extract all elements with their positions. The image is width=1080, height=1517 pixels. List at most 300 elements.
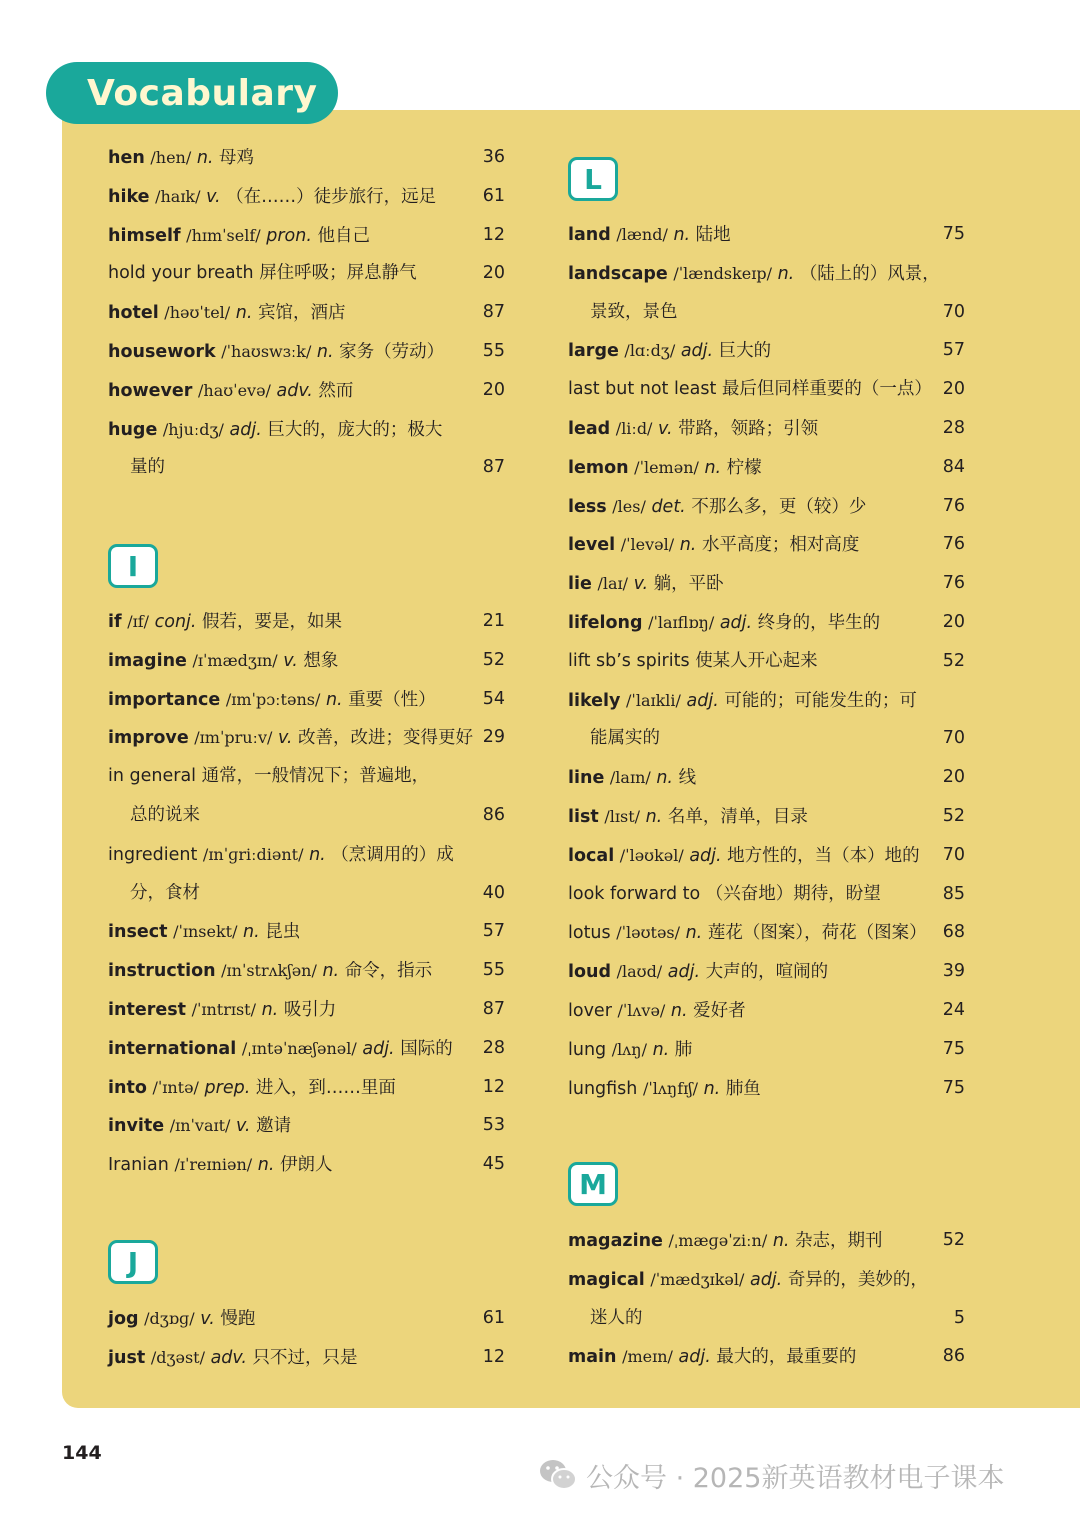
phonetic: /ˈlændskeɪp/ [673, 264, 772, 283]
meaning: 终身的，毕生的 [757, 613, 881, 633]
letter-badge-j [108, 1240, 158, 1284]
meaning: 爱好者 [693, 1001, 746, 1021]
headword: less [568, 497, 607, 517]
meaning: 昆虫 [265, 922, 301, 942]
vocab-entry [0, 913, 1080, 952]
phonetic: /ˈlaɪkli/ [626, 691, 681, 710]
entry-text [568, 1069, 761, 1109]
meaning-continuation: 迷人的 [590, 1308, 643, 1328]
page-ref: 39 [942, 961, 965, 981]
part-of-speech: n. [645, 807, 663, 827]
entry-text [568, 1337, 856, 1377]
page-ref: 61 [482, 1308, 505, 1328]
part-of-speech: adj. [678, 1347, 711, 1367]
meaning: 家务（劳动） [339, 342, 445, 362]
watermark-text: 公众号 · 2025新英语教材电子课本 [586, 1462, 1005, 1494]
page-ref: 76 [942, 573, 965, 593]
meaning: 他自己 [317, 226, 370, 246]
part-of-speech: adj. [749, 1270, 783, 1290]
part-of-speech: n. [656, 768, 673, 788]
headword: lung [568, 1040, 607, 1060]
meaning: 然而 [318, 381, 354, 401]
phonetic: /hen/ [150, 148, 192, 167]
section-title-tab [46, 62, 338, 124]
phonetic: /ˌmæɡəˈziːn/ [668, 1231, 768, 1250]
part-of-speech: n. [309, 845, 326, 865]
part-of-speech: n. [257, 1155, 275, 1175]
vocab-entry [0, 836, 1080, 875]
meaning-continuation: 分，食材 [130, 883, 200, 903]
meaning: 国际的 [400, 1039, 453, 1059]
phonetic: /ˈhaʊswɜːk/ [221, 342, 312, 361]
meaning: 进入，到……里面 [255, 1078, 396, 1098]
meaning: 最后但同样重要的（一点） [721, 379, 932, 399]
page-ref: 12 [482, 1077, 505, 1097]
phonetic: /ˈlevəl/ [620, 535, 675, 554]
part-of-speech: adj. [686, 691, 719, 711]
vocab-entry [0, 1337, 1080, 1376]
headword: imagine [108, 651, 187, 671]
meaning: （在……）徒步旅行，远足 [226, 187, 437, 207]
letter-badge-label: L [584, 162, 602, 196]
entry-text [108, 1106, 291, 1146]
phonetic: /ˈɪntrɪst/ [191, 1000, 256, 1019]
part-of-speech: adj. [667, 962, 701, 982]
phonetic: /ˈləʊtəs/ [616, 923, 681, 942]
page-ref: 75 [942, 1078, 965, 1098]
headword: landscape [568, 264, 668, 284]
page-ref: 20 [942, 767, 965, 787]
page-ref: 36 [482, 147, 505, 167]
headword: international [108, 1039, 237, 1059]
vocab-entry [0, 487, 1080, 526]
meaning: 想象 [303, 651, 339, 671]
headword: ingredient [108, 845, 198, 865]
headword: instruction [108, 961, 216, 981]
part-of-speech: v. [633, 574, 649, 594]
page-ref: 70 [942, 845, 965, 865]
entry-text [568, 681, 917, 721]
meaning: （陆上的）风景， [799, 264, 940, 284]
entry-text [568, 215, 731, 255]
phonetic: /les/ [612, 497, 646, 516]
headword: insect [108, 922, 168, 942]
meaning: 杂志，期刊 [795, 1231, 883, 1251]
letter-badge-m [568, 1162, 618, 1206]
entry-text [568, 1260, 928, 1300]
page-ref: 75 [942, 1039, 965, 1059]
phonetic: /ɪmˈpɔːtəns/ [225, 690, 321, 709]
page-ref: 84 [942, 457, 965, 477]
part-of-speech: n. [670, 1001, 688, 1021]
headword: just [108, 1348, 146, 1368]
phonetic: /lɪst/ [604, 807, 641, 826]
vocab-entry [0, 758, 1080, 797]
vocab-entry [0, 797, 1080, 836]
headword: land [568, 225, 611, 245]
page-ref: 45 [482, 1154, 505, 1174]
vocab-entry [0, 1260, 1080, 1299]
phonetic: /ˈlʌŋfɪʃ/ [642, 1079, 698, 1098]
page-ref: 52 [942, 806, 965, 826]
headword: loud [568, 962, 612, 982]
meaning: 最大的，最重要的 [716, 1347, 857, 1367]
headword: invite [108, 1116, 165, 1136]
meaning-continuation: 总的说来 [130, 805, 200, 825]
entry-text [108, 138, 254, 178]
headword: local [568, 846, 615, 866]
headword: if [108, 612, 122, 632]
page-ref: 20 [482, 263, 505, 283]
phrase: in general [108, 766, 197, 786]
vocab-entry [0, 370, 1080, 409]
headword: likely [568, 691, 621, 711]
phrase: hold your breath [108, 263, 254, 283]
part-of-speech: n. [325, 690, 343, 710]
page-ref: 85 [942, 884, 965, 904]
headword: interest [108, 1000, 186, 1020]
part-of-speech: n. [772, 1231, 790, 1251]
meaning: 命令，指示 [344, 961, 433, 981]
headword: lie [568, 574, 592, 594]
phonetic: /ɪf/ [127, 612, 150, 631]
meaning: 躺，平卧 [653, 574, 724, 594]
page-ref: 86 [942, 1346, 965, 1366]
phonetic: /ˈlʌvə/ [617, 1001, 666, 1020]
phonetic: /liːd/ [615, 419, 653, 438]
headword: line [568, 768, 605, 788]
part-of-speech: adv. [276, 381, 313, 401]
headword: main [568, 1347, 617, 1367]
entry-text [568, 370, 932, 409]
meaning: 重要（性） [348, 690, 436, 710]
phonetic: /həʊˈtel/ [164, 303, 231, 322]
page-ref: 86 [482, 805, 505, 825]
page-ref: 12 [482, 1347, 505, 1367]
part-of-speech: n. [704, 458, 722, 478]
vocab-entry [0, 1030, 1080, 1069]
page-ref: 20 [942, 379, 965, 399]
page-ref: 28 [482, 1038, 505, 1058]
headword: himself [108, 226, 181, 246]
headword: Iranian [108, 1155, 169, 1175]
vocab-entry [0, 331, 1080, 370]
headword: hike [108, 187, 150, 207]
phonetic: /ˈlemən/ [634, 458, 699, 477]
meaning: 邀请 [256, 1116, 292, 1136]
phonetic: /ɪnˈvaɪt/ [169, 1116, 231, 1135]
meaning: 只不过，只是 [252, 1348, 358, 1368]
wechat-icon [538, 1457, 578, 1493]
phonetic: /lænd/ [616, 225, 668, 244]
page-ref: 87 [482, 302, 505, 322]
vocab-entry [0, 564, 1080, 603]
entry-text [568, 487, 866, 527]
meaning: 带路，领路；引领 [678, 419, 819, 439]
meaning: 屏住呼吸；屏息静气 [259, 263, 417, 283]
meaning: 肺 [674, 1040, 693, 1060]
entry-text [568, 409, 818, 449]
phonetic: /meɪn/ [622, 1347, 673, 1366]
meaning: 巨大的，庞大的；极大 [267, 420, 443, 440]
page-ref: 57 [942, 340, 965, 360]
page-ref: 75 [942, 224, 965, 244]
part-of-speech: v. [277, 728, 293, 748]
meaning: 柠檬 [726, 458, 762, 478]
phonetic: /ˈmædʒɪkəl/ [650, 1270, 745, 1289]
headword: lead [568, 419, 611, 439]
entry-text [568, 836, 920, 876]
headword: level [568, 535, 616, 555]
phonetic: /ˈɪntə/ [152, 1078, 199, 1097]
page-ref: 55 [482, 960, 505, 980]
phonetic: /haɪk/ [155, 187, 201, 206]
vocab-entry [0, 254, 1080, 293]
phonetic: /ˈləʊkəl/ [619, 846, 684, 865]
entry-text [568, 254, 940, 294]
vocab-entry [0, 719, 1080, 758]
meaning: （烹调用的）成 [331, 845, 454, 865]
headword: into [108, 1078, 147, 1098]
headword: improve [108, 728, 189, 748]
headword: lungfish [568, 1079, 638, 1099]
page-ref: 52 [942, 651, 965, 671]
letter-badge-label: I [127, 549, 139, 583]
meaning: 线 [678, 768, 697, 788]
entry-text [568, 991, 746, 1031]
meaning: 陆地 [695, 225, 731, 245]
meaning: （兴奋地）期待，盼望 [705, 884, 881, 904]
vocab-entry [0, 952, 1080, 991]
meaning: 伊朗人 [279, 1155, 333, 1175]
vocab-entry [0, 448, 1080, 487]
meaning: 慢跑 [220, 1309, 256, 1329]
entry-text [590, 719, 660, 758]
phonetic: /lʌŋ/ [611, 1040, 647, 1059]
headword: large [568, 341, 619, 361]
part-of-speech: v. [658, 419, 673, 439]
page-ref: 28 [942, 418, 965, 438]
page-ref: 87 [482, 457, 505, 477]
part-of-speech: v. [206, 187, 221, 207]
vocab-entry [0, 1299, 1080, 1338]
meaning: 巨大的 [718, 341, 772, 361]
entry-text [568, 564, 724, 604]
phonetic: /hɪmˈself/ [186, 226, 261, 245]
part-of-speech: det. [651, 497, 686, 517]
meaning: 使某人开心起来 [695, 651, 818, 671]
entry-text [590, 293, 678, 332]
part-of-speech: adj. [229, 420, 262, 440]
page-ref: 21 [482, 611, 505, 631]
headword: importance [108, 690, 221, 710]
entry-text [568, 875, 881, 914]
headword: huge [108, 420, 158, 440]
part-of-speech: n. [243, 922, 260, 942]
page-ref: 70 [942, 728, 965, 748]
page-number: 144 [62, 1442, 102, 1464]
vocab-entry [0, 1106, 1080, 1145]
entry-text [108, 1145, 332, 1185]
page-ref: 40 [482, 883, 505, 903]
part-of-speech: n. [679, 535, 697, 555]
meaning: 奇异的，美妙的， [787, 1270, 928, 1290]
entry-text [108, 177, 436, 217]
page-ref: 87 [482, 999, 505, 1019]
meaning: 通常，一般情况下；普遍地， [201, 766, 430, 786]
headword: lifelong [568, 613, 643, 633]
part-of-speech: n. [322, 961, 340, 981]
phonetic: /ˈɪnsekt/ [173, 922, 238, 941]
part-of-speech: conj. [154, 612, 197, 632]
part-of-speech: n. [685, 923, 703, 943]
meaning: 地方性的，当（本）地的 [727, 846, 920, 866]
vocab-entry [0, 138, 1080, 177]
part-of-speech: adj. [689, 846, 722, 866]
letter-badge-label: M [579, 1167, 607, 1201]
vocab-entry [0, 409, 1080, 448]
headword: magical [568, 1270, 645, 1290]
phonetic: /laʊd/ [616, 962, 663, 981]
entry-text [568, 797, 808, 837]
entry-text [568, 525, 859, 565]
meaning: 水平高度；相对高度 [701, 535, 860, 555]
page-ref: 24 [942, 1000, 965, 1020]
headword: lemon [568, 458, 629, 478]
headword: hotel [108, 303, 159, 323]
entry-text [568, 1221, 883, 1261]
page-ref: 52 [942, 1230, 965, 1250]
headword: list [568, 807, 599, 827]
entry-text [568, 758, 696, 798]
meaning-continuation: 能属实的 [590, 728, 660, 748]
phonetic: /haʊˈevə/ [198, 381, 271, 400]
entry-text [568, 1030, 692, 1070]
phonetic: /laɪ/ [597, 574, 629, 593]
vocab-entry [0, 1221, 1080, 1260]
part-of-speech: adv. [210, 1348, 247, 1368]
headword: jog [108, 1309, 139, 1329]
page-ref: 70 [942, 302, 965, 322]
vocab-entry [0, 1145, 1080, 1184]
entry-text [568, 913, 927, 953]
part-of-speech: v. [200, 1309, 215, 1329]
page-ref: 76 [942, 496, 965, 516]
phonetic: /ɪmˈpruːv/ [194, 728, 273, 747]
vocab-entry [0, 293, 1080, 332]
vocab-entry [0, 991, 1080, 1030]
phonetic: /ɪˈmædʒɪn/ [192, 651, 278, 670]
part-of-speech: adj. [680, 341, 714, 361]
vocab-entry [0, 603, 1080, 642]
vocab-entry [0, 875, 1080, 914]
page-title: Vocabulary [87, 72, 318, 114]
meaning: 可能的；可能发生的；可 [724, 691, 917, 711]
part-of-speech: adj. [719, 613, 753, 633]
letter-badge-l [568, 157, 618, 201]
phonetic: /dʒɒɡ/ [144, 1309, 195, 1328]
vocab-entry [0, 642, 1080, 681]
part-of-speech: n. [673, 225, 691, 245]
phonetic: /laɪn/ [609, 768, 651, 787]
page-ref: 52 [482, 650, 505, 670]
page-ref: 12 [482, 225, 505, 245]
entry-text [590, 1299, 643, 1338]
part-of-speech: n. [261, 1000, 279, 1020]
phonetic: /ɪnˈɡriːdiənt/ [202, 845, 304, 864]
entry-text [568, 642, 818, 681]
meaning: 莲花（图案），荷花（图案） [707, 923, 927, 943]
meaning: 宾馆，酒店 [258, 303, 346, 323]
part-of-speech: n. [703, 1079, 721, 1099]
phonetic: /ˌɪntəˈnæʃənəl/ [241, 1039, 357, 1058]
headword: lover [568, 1001, 612, 1021]
vocab-entry [0, 215, 1080, 254]
headword: magazine [568, 1231, 663, 1251]
meaning: 母鸡 [219, 148, 255, 168]
vocab-entry [0, 681, 1080, 720]
vocab-entry [0, 1069, 1080, 1108]
phonetic: /ɪˈreɪniən/ [174, 1155, 253, 1174]
headword: housework [108, 342, 216, 362]
meaning: 吸引力 [283, 1000, 337, 1020]
part-of-speech: n. [235, 303, 253, 323]
page-ref: 20 [942, 612, 965, 632]
part-of-speech: n. [196, 148, 214, 168]
part-of-speech: v. [236, 1116, 251, 1136]
part-of-speech: adj. [362, 1039, 395, 1059]
part-of-speech: n. [316, 342, 334, 362]
part-of-speech: n. [777, 264, 795, 284]
part-of-speech: v. [283, 651, 298, 671]
phonetic: /dʒəst/ [150, 1348, 205, 1367]
page-ref: 29 [482, 727, 505, 747]
vocab-entry [0, 525, 1080, 564]
entry-text [568, 331, 771, 371]
meaning: 改善，改进；变得更好 [298, 728, 474, 748]
page-ref: 61 [482, 186, 505, 206]
part-of-speech: n. [652, 1040, 670, 1060]
entry-text [568, 603, 880, 643]
meaning: 大声的，喧闹的 [705, 962, 829, 982]
phonetic: /lɑːdʒ/ [624, 341, 676, 360]
page-ref: 57 [482, 921, 505, 941]
meaning: 不那么多，更（较）少 [691, 497, 867, 517]
phrase: lift sb’s spirits [568, 651, 690, 671]
meaning-continuation: 景致，景色 [590, 302, 678, 322]
meaning-continuation: 量的 [130, 457, 165, 477]
phonetic: /ɪnˈstrʌkʃən/ [221, 961, 317, 980]
headword: however [108, 381, 193, 401]
watermark [538, 1455, 1004, 1495]
letter-badge-label: J [127, 1245, 139, 1279]
vocab-entry [0, 177, 1080, 216]
headword: lotus [568, 923, 611, 943]
page-ref: 68 [942, 922, 965, 942]
headword: hen [108, 148, 145, 168]
phrase: look forward to [568, 884, 701, 904]
page-ref: 53 [482, 1115, 505, 1135]
phonetic: /hjuːdʒ/ [162, 420, 224, 439]
page-ref: 55 [482, 341, 505, 361]
meaning: 假若，要是，如果 [202, 612, 343, 632]
phonetic: /ˈlaɪflɒŋ/ [648, 613, 715, 632]
part-of-speech: pron. [266, 226, 312, 246]
letter-badge-i [108, 544, 158, 588]
page-ref: 54 [482, 689, 505, 709]
entry-text [568, 448, 762, 488]
meaning: 名单，清单，目录 [667, 807, 808, 827]
